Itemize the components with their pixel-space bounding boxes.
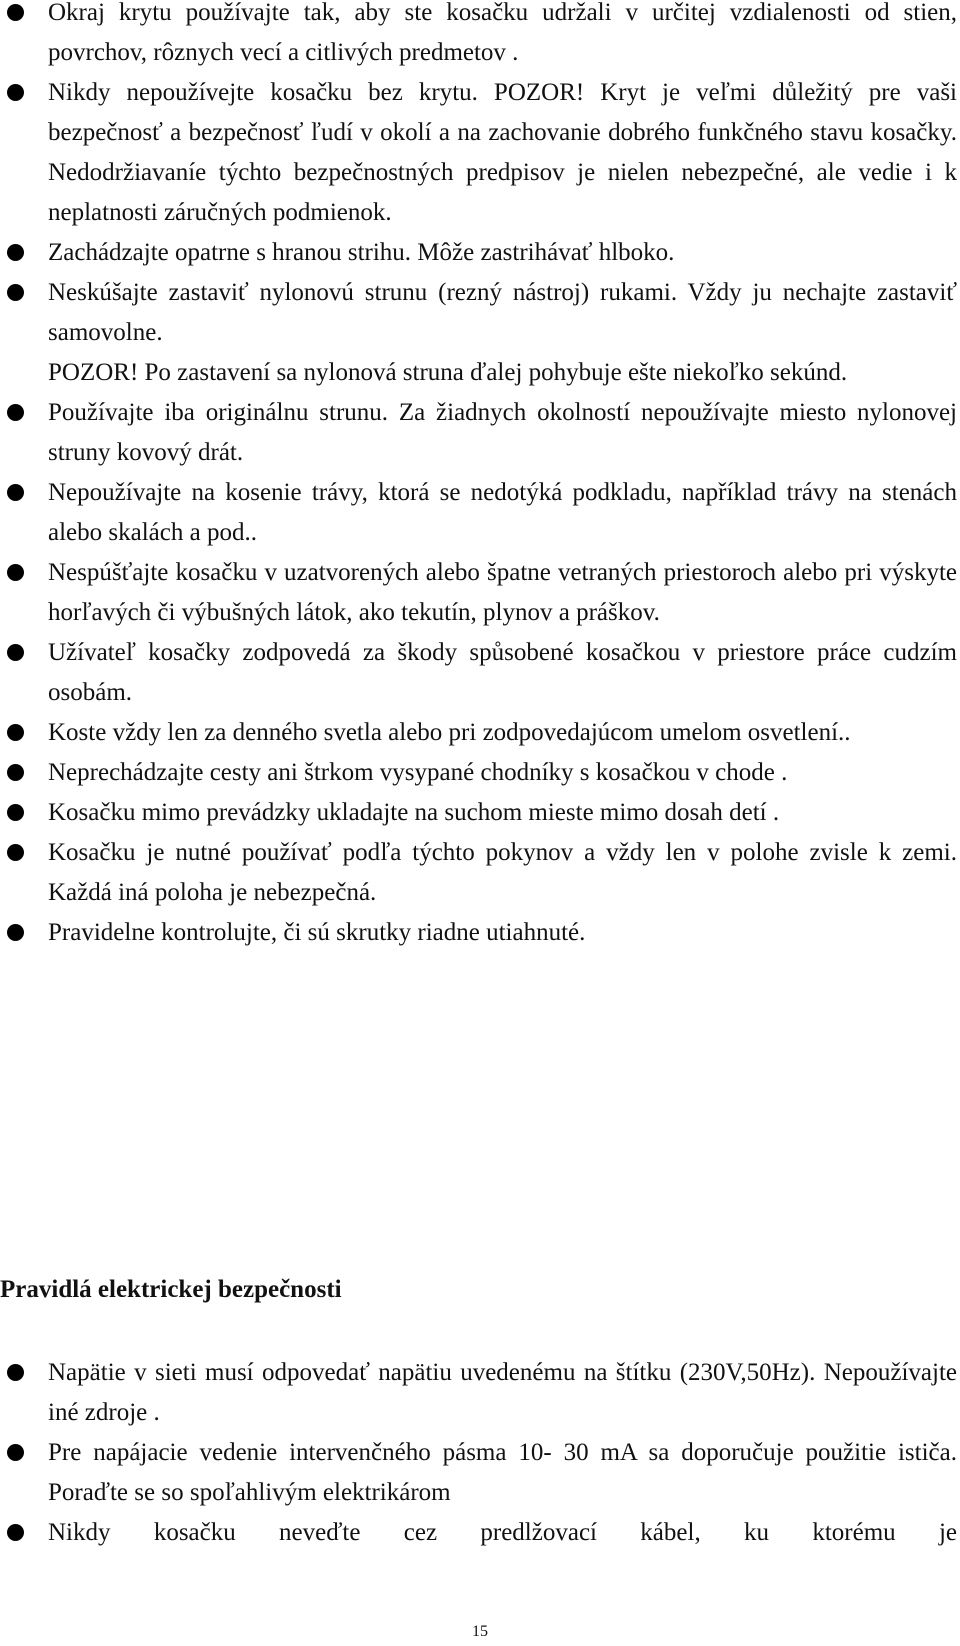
list-item-text: Nepoužívajte na kosenie trávy, ktorá se nedotýká podkladu, například trávy na stenách alebo skalách a pod..: [48, 479, 957, 546]
page-number: 15: [472, 1623, 488, 1640]
list-item: [0, 0, 960, 73]
bullet-icon: [7, 404, 24, 421]
list-item-text: Pravidelne kontrolujte, či sú skrutky riadne utiahnuté.: [48, 919, 586, 946]
bullet-icon: [7, 1524, 24, 1541]
list-item: [0, 353, 960, 393]
list-item-text: POZOR! Po zastavení sa nylonová struna ďalej pohybuje ešte niekoľko sekúnd.: [48, 359, 848, 386]
list-item: [0, 1433, 960, 1513]
list-item-text: Pre napájacie vedenie intervenčného pásma 10- 30 mA sa doporučuje použitie ističa. Poraďte se so spoľahlivým elektrikárom: [48, 1439, 957, 1506]
list-item: [0, 1513, 960, 1553]
list-item: [0, 73, 960, 233]
list-item: [0, 753, 960, 793]
list-item-text: Okraj krytu používajte tak, aby ste kosačku udržali v určitej vzdialenosti od stien, povrchov, rôznych vecí a citlivých predmetov .: [48, 0, 957, 66]
list-item-text: Nespúšťajte kosačku v uzatvorených alebo špatne vetraných priestoroch alebo pri výskyte horľavých či výbušných látok, ako tekutín, plynov a práškov.: [48, 559, 957, 626]
list-item: [0, 1353, 960, 1433]
list-item-text: Kosačku je nutné používať podľa týchto pokynov a vždy len v polohe zvisle k zemi. Každá iná poloha je nebezpečná.: [48, 839, 957, 906]
bullet-icon: [7, 244, 24, 261]
list-item: [0, 633, 960, 713]
list-item-text: Kosačku mimo prevádzky ukladajte na suchom mieste mimo dosah detí .: [48, 799, 780, 826]
list-item: [0, 713, 960, 753]
list-item-text: Neskúšajte zastaviť nylonovú strunu (rezný nástroj) rukami. Vždy ju nechajte zastaviť samovolne.: [48, 279, 957, 346]
list-item-text: Napätie v sieti musí odpovedať napätiu uvedenému na štítku (230V,50Hz). Nepoužívajte iné zdroje .: [48, 1359, 957, 1426]
list-item-text: Používajte iba originálnu strunu. Za žiadnych okolností nepoužívajte miesto nylonovej struny kovový drát.: [48, 399, 957, 466]
list-item-text: Užívateľ kosačky zodpovedá za škody spůsobené kosačkou v priestore práce cudzím osobám.: [48, 639, 957, 706]
bullet-icon: [7, 284, 24, 301]
bullet-icon: [7, 804, 24, 821]
bullet-icon: [7, 564, 24, 581]
bullet-icon: [7, 644, 24, 661]
bullet-icon: [7, 844, 24, 861]
list-item: [0, 913, 960, 953]
bullet-icon: [7, 84, 24, 101]
bullet-icon: [7, 484, 24, 501]
bullet-icon: [7, 4, 24, 21]
list-item: [0, 273, 960, 353]
list-item-text: Koste vždy len za denného svetla alebo pri zodpovedajúcom umelom osvetlení..: [48, 719, 851, 746]
bullet-icon: [7, 724, 24, 741]
list-item: [0, 233, 960, 273]
list-item: [0, 793, 960, 833]
electrical-safety-list: [0, 1353, 960, 1553]
bullet-icon: [7, 1364, 24, 1381]
list-item: [0, 473, 960, 553]
list-item: [0, 833, 960, 913]
section-heading: Pravidlá elektrickej bezpečnosti: [0, 1276, 342, 1303]
bullet-icon: [7, 924, 24, 941]
list-item-text: Neprechádzajte cesty ani štrkom vysypané chodníky s kosačkou v chode .: [48, 759, 788, 786]
list-item-text: Nikdy kosačku neveďte cez predlžovací kábel, ku ktorému je: [48, 1519, 957, 1546]
list-item: [0, 553, 960, 633]
bullet-icon: [7, 1444, 24, 1461]
list-item-text: Nikdy nepoužívejte kosačku bez krytu. POZOR! Kryt je veľmi důležitý pre vaši bezpečnosť a bezpečnosť ľudí v okolí a na zachovanie dobrého funkčného stavu kosačky. Nedodržiavaníe týchto bezpečnostných predpisov je nielen nebezpečné, ale vedie i k neplatnosti záručných podmienok.: [48, 79, 957, 226]
bullet-icon: [7, 764, 24, 781]
list-item: [0, 393, 960, 473]
list-item-text: Zachádzajte opatrne s hranou strihu. Môže zastrihávať hlboko.: [48, 239, 675, 266]
